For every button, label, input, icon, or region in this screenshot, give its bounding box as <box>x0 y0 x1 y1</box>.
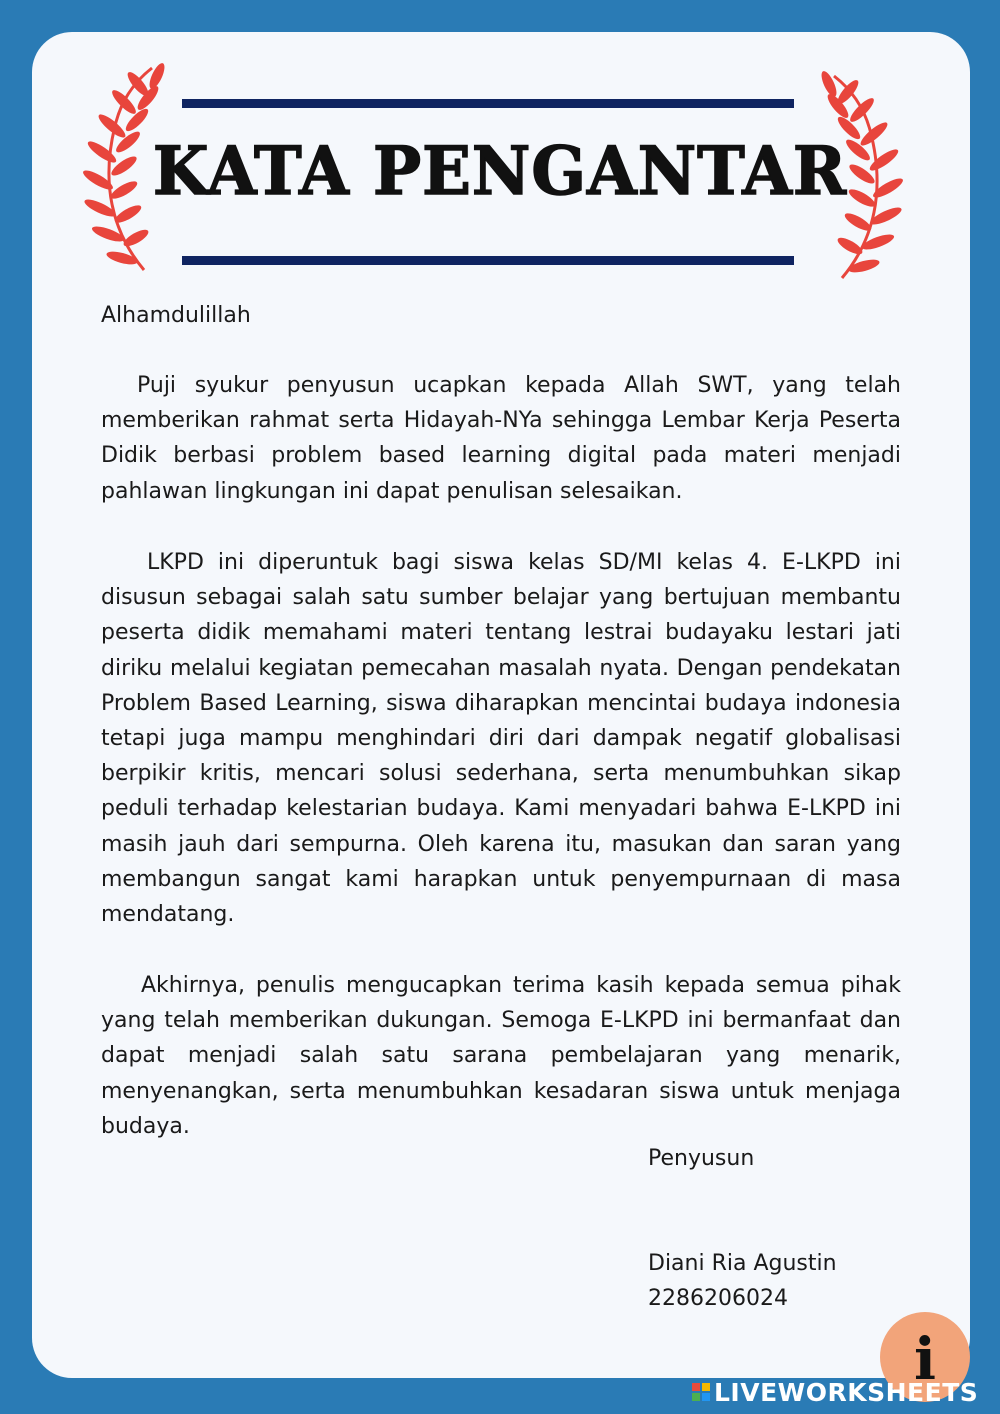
title-rule-top <box>182 99 794 108</box>
paragraph-2: LKPD ini diperuntuk bagi siswa kelas SD/MI kelas 4. E-LKPD ini disusun sebagai salah satu sumber belajar yang bertujuan membantu peserta didik memahami materi tentang lestrai budayaku lestari jati diriku melalui kegiatan pemecahan masalah nyata. Dengan pendekatan Problem Based Learning, siswa diharapkan mencintai budaya indonesia tetapi juga mampu menghindari diri dari dampak negatif globalisasi berpikir kritis, mencari solusi sederhana, serta menumbuhkan sikap peduli terhadap kelestarian budaya. Kami menyadari bahwa E-LKPD ini masih jauh dari sempurna. Oleh karena itu, masukan dan saran yang membangun sangat kami harapkan untuk penyempurnaan di masa mendatang. <box>101 550 901 928</box>
paragraph-1: Puji syukur penyusun ucapkan kepada Allah SWT, yang telah memberikan rahmat serta Hidayah-NYa sehingga Lembar Kerja Peserta Didik berbasi problem based learning digital pada materi menjadi pahlawan lingkungan ini dapat penulisan selesaikan. <box>101 373 901 504</box>
info-icon: i <box>913 1325 937 1393</box>
title-rule-bottom <box>182 256 794 265</box>
signature-id-number: 2286206024 <box>648 1286 788 1311</box>
signature-label: Penyusun <box>648 1146 755 1171</box>
paragraph-3: Akhirnya, penulis mengucapkan terima kasih kepada semua pihak yang telah memberikan dukungan. Semoga E-LKPD ini bermanfaat dan dapat menjadi salah satu sarana pembelajaran yang menarik, menyenangkan, serta menumbuhkan kesadaran siswa untuk menjaga budaya. <box>101 973 901 1139</box>
page-title: KATA PENGANTAR <box>152 132 848 210</box>
liveworksheets-logo-icon <box>692 1383 710 1401</box>
signature-name: Diani Ria Agustin <box>648 1251 837 1276</box>
brand-name: LIVEWORKSHEETS <box>714 1377 979 1407</box>
liveworksheets-brand[interactable] <box>692 1378 978 1406</box>
greeting: Alhamdulillah <box>101 303 251 328</box>
